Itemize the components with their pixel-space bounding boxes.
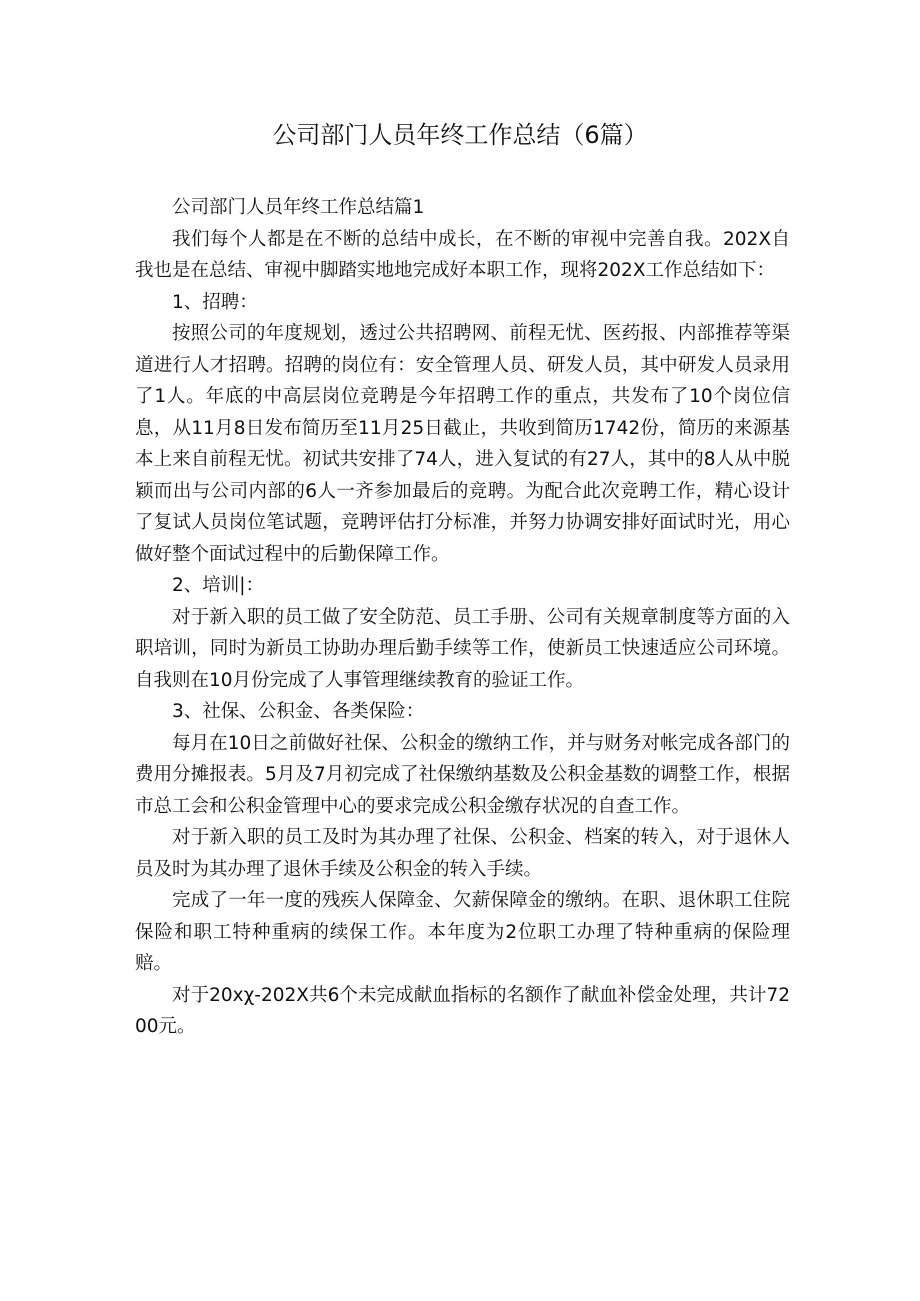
item-heading-training: 2、培训|： [172, 575, 265, 596]
intro-paragraph: 我们每个人都是在不断的总结中成长，在不断的审视中完善自我。202X自我也是在总结、审视中脚踏实地地完成好本职工作，现将202X工作总结如下： [135, 228, 790, 281]
section-heading: 公司部门人员年终工作总结篇1 [172, 197, 425, 218]
document-title: 公司部门人员年终工作总结（6篇） [272, 121, 648, 149]
recruitment-paragraph: 按照公司的年度规划，透过公共招聘网、前程无忧、医药报、内部推荐等渠道进行人才招聘。招聘的岗位有：安全管理人员、研发人员，其中研发人员录用了1人。年底的中高层岗位竞聘是今年招聘工作的重点，共发布了10个岗位信息，从11月8日发布简历至11月25日截止，共收到简历1742份，简历的来源基本上来自前程无忧。初试共安排了74人，进入复试的有27人，其中的8人从中脱颖而出与公司内部的6人一齐参加最后的竞聘。为配合此次竞聘工作，精心设计了复试人员岗位笔试题，竞聘评估打分标准，并努力协调安排好面试时光，用心做好整个面试过程中的后勤保障工作。 [135, 323, 790, 565]
document-body [135, 192, 790, 1043]
insurance-paragraph-2: 对于新入职的员工及时为其办理了社保、公积金、档案的转入，对于退休人员及时为其办理了退休手续及公积金的转入手续。 [135, 827, 790, 880]
blood-donation-paragraph: 对于20xχ-202X共6个未完成献血指标的名额作了献血补偿金处理，共计7200元。 [135, 984, 790, 1037]
item-heading-recruitment: 1、招聘： [172, 291, 258, 313]
insurance-paragraph-1: 每月在10日之前做好社保、公积金的缴纳工作，并与财务对帐完成各部门的费用分摊报表。5月及7月初完成了社保缴纳基数及公积金基数的调整工作，根据市总工会和公积金管理中心的要求完成公积金缴存状况的自查工作。 [135, 732, 790, 817]
training-paragraph: 对于新入职的员工做了安全防范、员工手册、公司有关规章制度等方面的入职培训，同时为新员工协助办理后勤手续等工作，使新员工快速适应公司环境。自我则在10月份完成了人事管理继续教育的验证工作。 [135, 606, 790, 691]
insurance-paragraph-3: 完成了一年一度的残疾人保障金、欠薪保障金的缴纳。在职、退休职工住院保险和职工特种重病的续保工作。本年度为2位职工办理了特种重病的保险理赔。 [135, 890, 790, 974]
item-heading-insurance: 3、社保、公积金、各类保险： [172, 701, 425, 722]
